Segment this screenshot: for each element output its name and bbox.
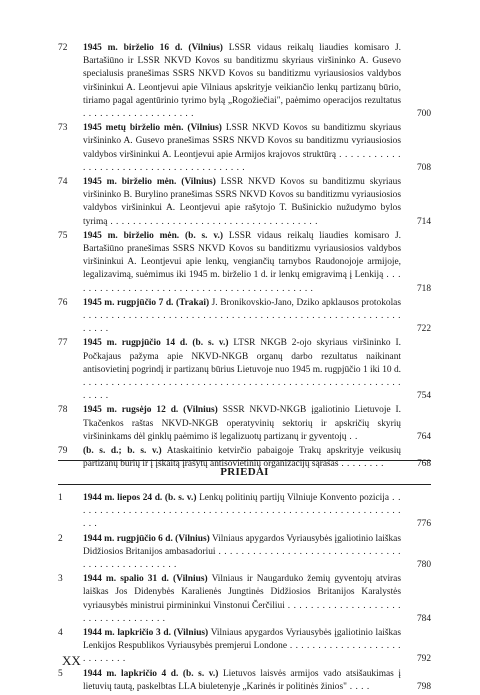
entry-date: 1945 m. birželio 16 d. (Vilnius): [83, 43, 223, 53]
entry-page-number: 700: [416, 109, 431, 120]
roman-page-number: XX: [62, 653, 81, 668]
entry-number: 74: [58, 177, 68, 188]
toc-entry-76: [58, 297, 431, 337]
toc-entry-74: [58, 176, 431, 229]
entry-date: 1945 m. rugpjūčio 7 d. (Trakai): [83, 297, 210, 308]
entry-date: 1944 m. lapkričio 4 d. (b. s. v.): [83, 668, 219, 679]
entry-description: Lietuvos laisvės armijos vado atsišaukimas į lietuvių tautą, paskelbtas LLA biuletenyje „Karinės ir politinės žinios": [83, 668, 401, 692]
toc-entry-77: [58, 337, 431, 403]
leader-dots: . . . . . . . . . . . . . . . . . . . . . . . . . . . . . . . . . . . . .: [107, 216, 318, 227]
leader-dots: . . . . . . . . . . . . . . . . . . . . . . . . . . . . . . . . . . .: [83, 600, 401, 624]
toc-entry-73: [58, 122, 431, 175]
entry-date: 1945 m. rugsėjo 12 d. (Vilnius): [83, 405, 218, 416]
entry-number: 5: [58, 668, 63, 679]
toc-entry-72: [58, 42, 431, 121]
leader-dots: . . . . . . . .: [338, 459, 384, 470]
entry-page-number: 764: [416, 431, 431, 442]
leader-dots: . . . . . . . . . . . . . . . . . . . .: [83, 109, 194, 120]
toc-entry-75: [58, 230, 431, 296]
entry-description: LSSR NKVD Kovos su banditizmu skyriaus viršininko B. Burylino pranešimas SSRS NKVD Kovos su banditizmu vyriausiosios valdybos viršininkui A. Leontjevui apie rašytojo T. Bušinickio nužudymo bylos tyrimą: [83, 177, 402, 227]
section-divider-top: [58, 460, 431, 461]
entry-date: 1944 m. spalio 31 d. (Vilnius): [83, 574, 208, 585]
entry-number: 75: [58, 230, 68, 241]
leader-dots: . . . . . . . . . . . . . . . . . . . . . . . . . . . . . . . . . . . . . . . . . . . . . . . . . . . . . . . . . . . . .: [83, 311, 401, 335]
entry-description: LSSR vidaus reikalų liaudies komisaro J. Bartašiūno ir LSSR NKVD Kovos su banditizmu skyriaus viršininko A. Gusevo specialusis pranešimas SSRS NKVD Kovos su banditizmu vyriausiosios valdybos viršininkui A. Leontjevui apie Vilniaus apskrityje veikiančio lenkų partizanų būrio, tiriamo pagal agentūrinio tyrimo bylą „Rogožiečiai", paėmimo operacijos rezultatus: [83, 43, 401, 106]
entry-page-number: 714: [416, 216, 431, 227]
entry-number: 79: [58, 446, 68, 457]
entry-page-number: 754: [416, 391, 431, 402]
entry-description: Ataskaitinio ketvirčio pabaigoje Trakų apskrityje veikusių partizanų būrių ir į įskaitą įrašytų antisovietinių organizacijų sąrašas: [83, 446, 401, 470]
entry-number: 78: [58, 405, 68, 416]
entry-date: 1945 metų birželio mėn. (Vilnius): [83, 123, 222, 134]
entry-description: Vilniaus ir Naugarduko žemių gyventojų atviras laiškas Jos Didenybės Karalienės Jungtinės Didžiosios Britanijos Karalystės vyriausybės ministrui pirmininkui Vinstonui Čerčiliui: [83, 574, 401, 611]
entry-page-number: 792: [416, 654, 431, 665]
entry-number: 77: [58, 338, 68, 349]
entry-description: Lenkų politinių partijų Vilniuje Konvento pozicija: [196, 493, 390, 503]
entry-number: 3: [58, 574, 63, 585]
toc-entry-78: [58, 404, 431, 444]
appendix-entry-2: [58, 533, 431, 573]
toc-main-list: [58, 42, 431, 473]
entry-number: 2: [58, 533, 63, 544]
leader-dots: . . . . . . . . . . . . . . . . . . . . . . . . . . . . . . . . . . . . . . . . . . . .: [83, 270, 401, 294]
entry-page-number: 798: [416, 681, 431, 692]
entry-date: (b. s. d.; b. s. v.): [83, 446, 162, 457]
entry-date: 1945 m. rugpjūčio 14 d. (b. s. v.): [83, 338, 229, 349]
appendix-title: PRIEDAI: [220, 466, 269, 478]
toc-appendix-list: [58, 492, 431, 695]
entry-page-number: 708: [416, 162, 431, 173]
entry-page-number: 784: [416, 613, 431, 624]
entry-page-number: 768: [416, 459, 431, 470]
entry-description: LSSR vidaus reikalų liaudies komisaro J. Bartašiūno pranešimas SSRS NKVD Kovos su banditizmu vyriausiosios valdybos viršininkui A. Leontjevui apie lenkų, vengiančių tarnybos Raudonojoje armijoje, legalizavimą, suėmimus iki 1945 m. birželio 1 d. ir lenkų emigravimą į Lenkiją: [83, 230, 401, 281]
entry-number: 76: [58, 297, 68, 308]
leader-dots: . . . . . . . . . . . . . . . . . . . . . . . . . . . . . . . . . . . . . . . .: [83, 149, 402, 173]
entry-date: 1945 m. birželio mėn. (Vilnius): [83, 177, 216, 188]
appendix-entry-5: [58, 668, 431, 694]
entry-date: 1944 m. liepos 24 d. (b. s. v.): [83, 493, 197, 503]
appendix-entry-1: [58, 492, 431, 532]
entry-number: 4: [58, 628, 63, 639]
entry-number: 72: [58, 43, 68, 53]
entry-description: SSSR NKVD-NKGB įgaliotinio Lietuvoje I. Tkačenkos raštas NKVD-NKGB operatyvinių sektorių ir apskričių skyrių viršininkams dėl ginklų paėmimo iš legalizuotų partizanų ir gyventojų: [83, 405, 402, 442]
leader-dots: . . . .: [346, 681, 370, 692]
leader-dots: . . . . . . . . . . . . . . . . . . . . . . . . . . . . . . . . . . . . . . . . . . . . . . . . . . . . . . . . . . . . .: [83, 493, 401, 530]
entry-date: 1945 m. birželio mėn. (b. s. v.): [83, 230, 223, 241]
entry-description: LSSR NKVD Kovos su banditizmu skyriaus viršininko A. Gusevo pranešimas SSRS NKVD Kovos su banditizmu vyriausiosios valdybos viršininkui A. Leontjevui apie Armijos krajovos struktūrą: [83, 123, 402, 160]
entry-page-number: 780: [416, 560, 431, 571]
entry-description: Vilniaus apygardos Vyriausybės įgaliotinio laiškas Lenkijos Respublikos Vyriausybės premjerui Londone: [83, 628, 401, 652]
entry-page-number: 722: [416, 324, 431, 335]
leader-dots: . .: [346, 431, 358, 442]
entry-date: 1944 m. lapkričio 3 d. (Vilnius): [83, 628, 209, 639]
appendix-entry-4: [58, 627, 431, 667]
leader-dots: . . . . . . . . . . . . . . . . . . . . . . . . . . . . . . . . . . . . . . . . . . . . . . . . . . . . . . . . . . . . .: [83, 378, 401, 402]
entry-description: Vilniaus apygardos Vyriausybės įgaliotinio laiškas Didžiosios Britanijos ambasadoriui: [83, 533, 401, 557]
leader-dots: . . . . . . . . . . . . . . . . . . . . . . . . . . . . . . . . . . . . . . . . . . . . . . . . .: [83, 546, 401, 571]
section-divider-bottom: [58, 484, 431, 485]
entry-page-number: 776: [416, 519, 431, 530]
appendix-entry-3: [58, 573, 431, 626]
entry-page-number: 718: [416, 283, 431, 294]
leader-dots: . . . . . . . . . . . . . . . . . . . . . . . . . . . .: [83, 641, 401, 665]
entry-number: 73: [58, 123, 68, 134]
entry-number: 1: [58, 493, 63, 503]
entry-date: 1944 m. rugpjūčio 6 d. (Vilnius): [83, 533, 210, 544]
entry-description: LTSR NKGB 2-ojo skyriaus viršininko I. Počkajaus pažyma apie NKVD-NKGB organų darbo rezultatus naikinant antisovietinį pogrindį ir partizanų būrius Lietuvoje nuo 1945 m. rugpjūčio 1 iki 10 d.: [83, 338, 401, 375]
entry-description: J. Bronikovskio-Jano, Dziko apklausos protokolas: [209, 297, 401, 308]
